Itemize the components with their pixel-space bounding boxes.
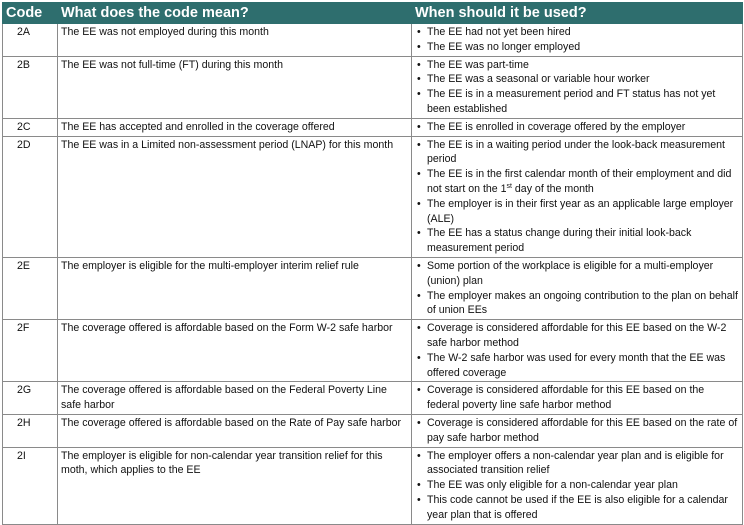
table-row (3, 136, 743, 257)
usage-text: day of the month (511, 182, 594, 195)
meaning-cell: The coverage offered is affordable based on the Rate of Pay safe harbor (58, 414, 412, 447)
code-cell: 2I (3, 447, 58, 524)
table-row (3, 257, 743, 319)
header-usage: When should it be used? (412, 3, 743, 24)
usage-item: • The employer is in their first year as an applicable large employer (ALE) (415, 197, 739, 227)
usage-list (415, 25, 739, 55)
usage-item: • The EE has a status change during their initial look-back measurement period (415, 226, 739, 256)
usage-cell (412, 320, 743, 382)
usage-list (415, 120, 739, 135)
usage-item: • The EE was no longer employed (415, 40, 739, 55)
usage-item: • This code cannot be used if the EE is also eligible for a calendar year plan that is offered (415, 493, 739, 523)
usage-cell (412, 414, 743, 447)
usage-list (415, 416, 739, 446)
header-meaning: What does the code mean? (58, 3, 412, 24)
code-cell: 2H (3, 414, 58, 447)
meaning-cell: The EE was in a Limited non-assessment period (LNAP) for this month (58, 136, 412, 257)
table-row (3, 56, 743, 118)
usage-list (415, 383, 739, 413)
ordinal-suffix: st (506, 182, 512, 190)
usage-list (415, 138, 739, 256)
table-row (3, 414, 743, 447)
header-row (3, 3, 743, 24)
code-cell: 2C (3, 118, 58, 136)
meaning-cell: The coverage offered is affordable based on the Form W-2 safe harbor (58, 320, 412, 382)
usage-cell (412, 447, 743, 524)
code-cell: 2F (3, 320, 58, 382)
usage-item: • The EE is in a measurement period and FT status has not yet been established (415, 87, 739, 117)
usage-item: • The W-2 safe harbor was used for every month that the EE was offered coverage (415, 351, 739, 381)
table-row (3, 24, 743, 57)
table-row (3, 447, 743, 524)
usage-item: • Coverage is considered affordable for this EE based on the federal poverty line safe harbor method (415, 383, 739, 413)
usage-list (415, 58, 739, 117)
usage-item (415, 167, 739, 197)
code-cell: 2A (3, 24, 58, 57)
table-row (3, 382, 743, 415)
usage-text: The EE is in the first calendar month of their employment and did not start on the 1 (427, 168, 732, 195)
usage-cell (412, 257, 743, 319)
code-cell: 2D (3, 136, 58, 257)
usage-cell (412, 24, 743, 57)
meaning-cell: The employer is eligible for non-calendar year transition relief for this moth, which applies to the EE (58, 447, 412, 524)
codes-table (2, 2, 743, 525)
usage-item: • The employer makes an ongoing contribution to the plan on behalf of union EEs (415, 289, 739, 319)
meaning-cell: The EE was not full-time (FT) during this month (58, 56, 412, 118)
usage-item: • The EE had not yet been hired (415, 25, 739, 40)
code-cell: 2E (3, 257, 58, 319)
usage-item: • Coverage is considered affordable for this EE based on the W-2 safe harbor method (415, 321, 739, 351)
table-body (3, 24, 743, 525)
usage-item: • The EE was a seasonal or variable hour worker (415, 72, 739, 87)
meaning-cell: The EE was not employed during this month (58, 24, 412, 57)
table-row (3, 320, 743, 382)
code-cell: 2B (3, 56, 58, 118)
usage-item: • The EE is enrolled in coverage offered by the employer (415, 120, 739, 135)
usage-item: • The EE was part-time (415, 58, 739, 73)
usage-item: • The EE was only eligible for a non-calendar year plan (415, 478, 739, 493)
usage-list (415, 259, 739, 318)
usage-cell (412, 136, 743, 257)
usage-item: • Coverage is considered affordable for this EE based on the rate of pay safe harbor method (415, 416, 739, 446)
usage-item: • Some portion of the workplace is eligible for a multi-employer (union) plan (415, 259, 739, 289)
usage-cell (412, 118, 743, 136)
meaning-cell: The EE has accepted and enrolled in the coverage offered (58, 118, 412, 136)
meaning-cell: The coverage offered is affordable based on the Federal Poverty Line safe harbor (58, 382, 412, 415)
usage-item: • The EE is in a waiting period under the look-back measurement period (415, 138, 739, 168)
table-row (3, 118, 743, 136)
usage-cell (412, 382, 743, 415)
header-code: Code (3, 3, 58, 24)
meaning-cell: The employer is eligible for the multi-employer interim relief rule (58, 257, 412, 319)
code-cell: 2G (3, 382, 58, 415)
usage-cell (412, 56, 743, 118)
usage-list (415, 321, 739, 380)
usage-item: • The employer offers a non-calendar year plan and is eligible for associated transition relief (415, 449, 739, 479)
usage-list (415, 449, 739, 523)
